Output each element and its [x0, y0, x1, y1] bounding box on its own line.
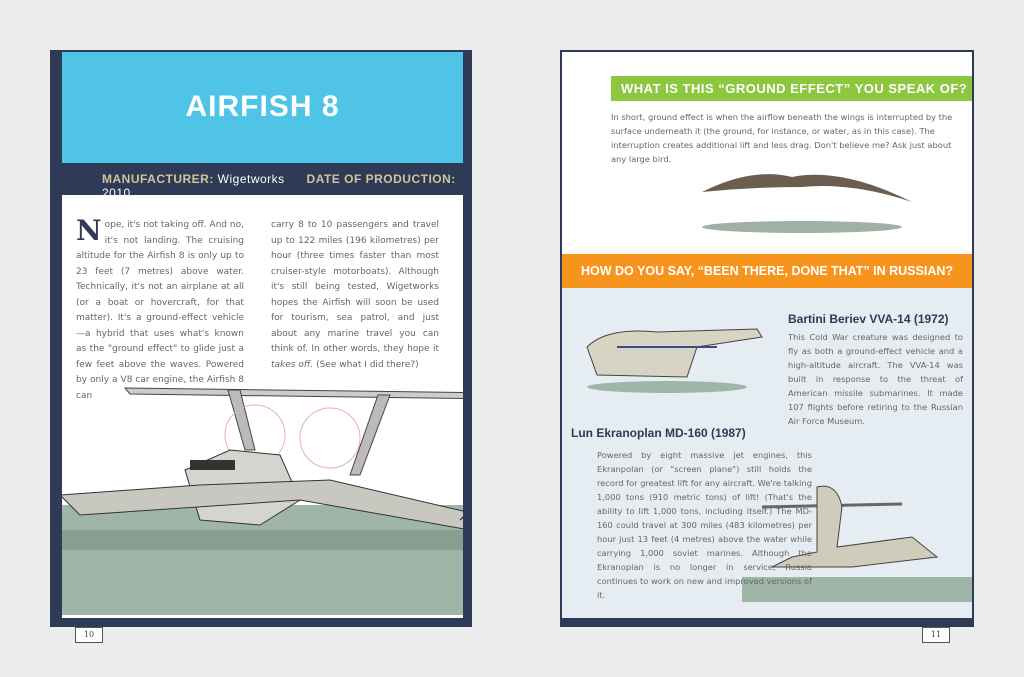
vva14-title: Bartini Beriev VVA-14 (1972) [788, 312, 949, 326]
russian-heading: HOW DO YOU SAY, “BEEN THERE, DONE THAT” IN RUSSIAN? [562, 254, 972, 288]
right-page [562, 52, 972, 618]
body-text-end: (See what I did there?) [313, 359, 419, 370]
left-page [62, 52, 463, 618]
page-number-right: 11 [922, 627, 950, 643]
body-text-2: carry 8 to 10 passengers and travel up to 122 miles (196 kilometres) per hour (three times faster than most cruiser-style motorboats). Although it's still being tested, Wigetworks hopes the Airfish will soon be used for tourism, sea patrol, and just about any marine travel you can think of. In other words, they hope it [271, 220, 439, 354]
pelican-illustration [692, 162, 922, 242]
page-number-left: 10 [75, 627, 103, 643]
body-text-italic: takes off. [271, 359, 314, 370]
airfish-illustration [62, 52, 463, 618]
lun-title: Lun Ekranoplan MD-160 (1987) [571, 426, 746, 440]
ground-effect-heading: WHAT IS THIS “GROUND EFFECT” YOU SPEAK OF? [611, 76, 972, 101]
vva14-text: This Cold War creature was designed to fly as both a ground-effect vehicle and a high-altitude aircraft. The VVA-14 was built in response to the threat of American missile submarines. It made 107 flights before retiring to the Russian Air Force Museum. [788, 332, 963, 426]
ground-effect-text: In short, ground effect is when the airflow beneath the wings is interrupted by the surface underneath it (the ground, for instance, or water, as in this case). The interruption creates additional lift and less drag. Don't believe me? Ask just about any large bird. [611, 112, 953, 164]
body-text-1: ope, it's not taking off. And no, it's not landing. The cruising altitude for the Airfish 8 is only up to 23 feet (7 metres) above water. Technically, it's not an airplane at all (or a boat or hovercraft, for that matter). It's a ground-effect vehicle—a hybrid that uses what's known as the "ground effect" to glide just a few feet above the waves. Powered by only a V8 car engine, the Airfish 8 can [76, 220, 244, 401]
vva14-illustration [577, 317, 777, 397]
manufacturer-label: MANUFACTURER: [102, 172, 214, 186]
page-title: AIRFISH 8 [185, 90, 340, 123]
lun-text: Powered by eight massive jet engines, this Ekranpolan (or "screen plane") still holds the record for greatest lift for any aircraft. We're talking 1,000 tons (910 metric tons) of lift! (That's the ability to lift 1,000 tons, including itself.) The MD-160 could travel at 300 miles (483 kilometres) per hour just 13 feet (4 metres) above the water while carrying 1,000 soviet marines. Although the Ekranoplan is no longer in service, Russia continues to work on new and improved versions of it. [597, 450, 812, 600]
manufacturer-value: Wigetworks [217, 172, 285, 186]
date-label: DATE OF PRODUCTION: [306, 172, 456, 186]
date-value: 2010 [102, 186, 131, 200]
drop-cap: N [76, 214, 102, 247]
